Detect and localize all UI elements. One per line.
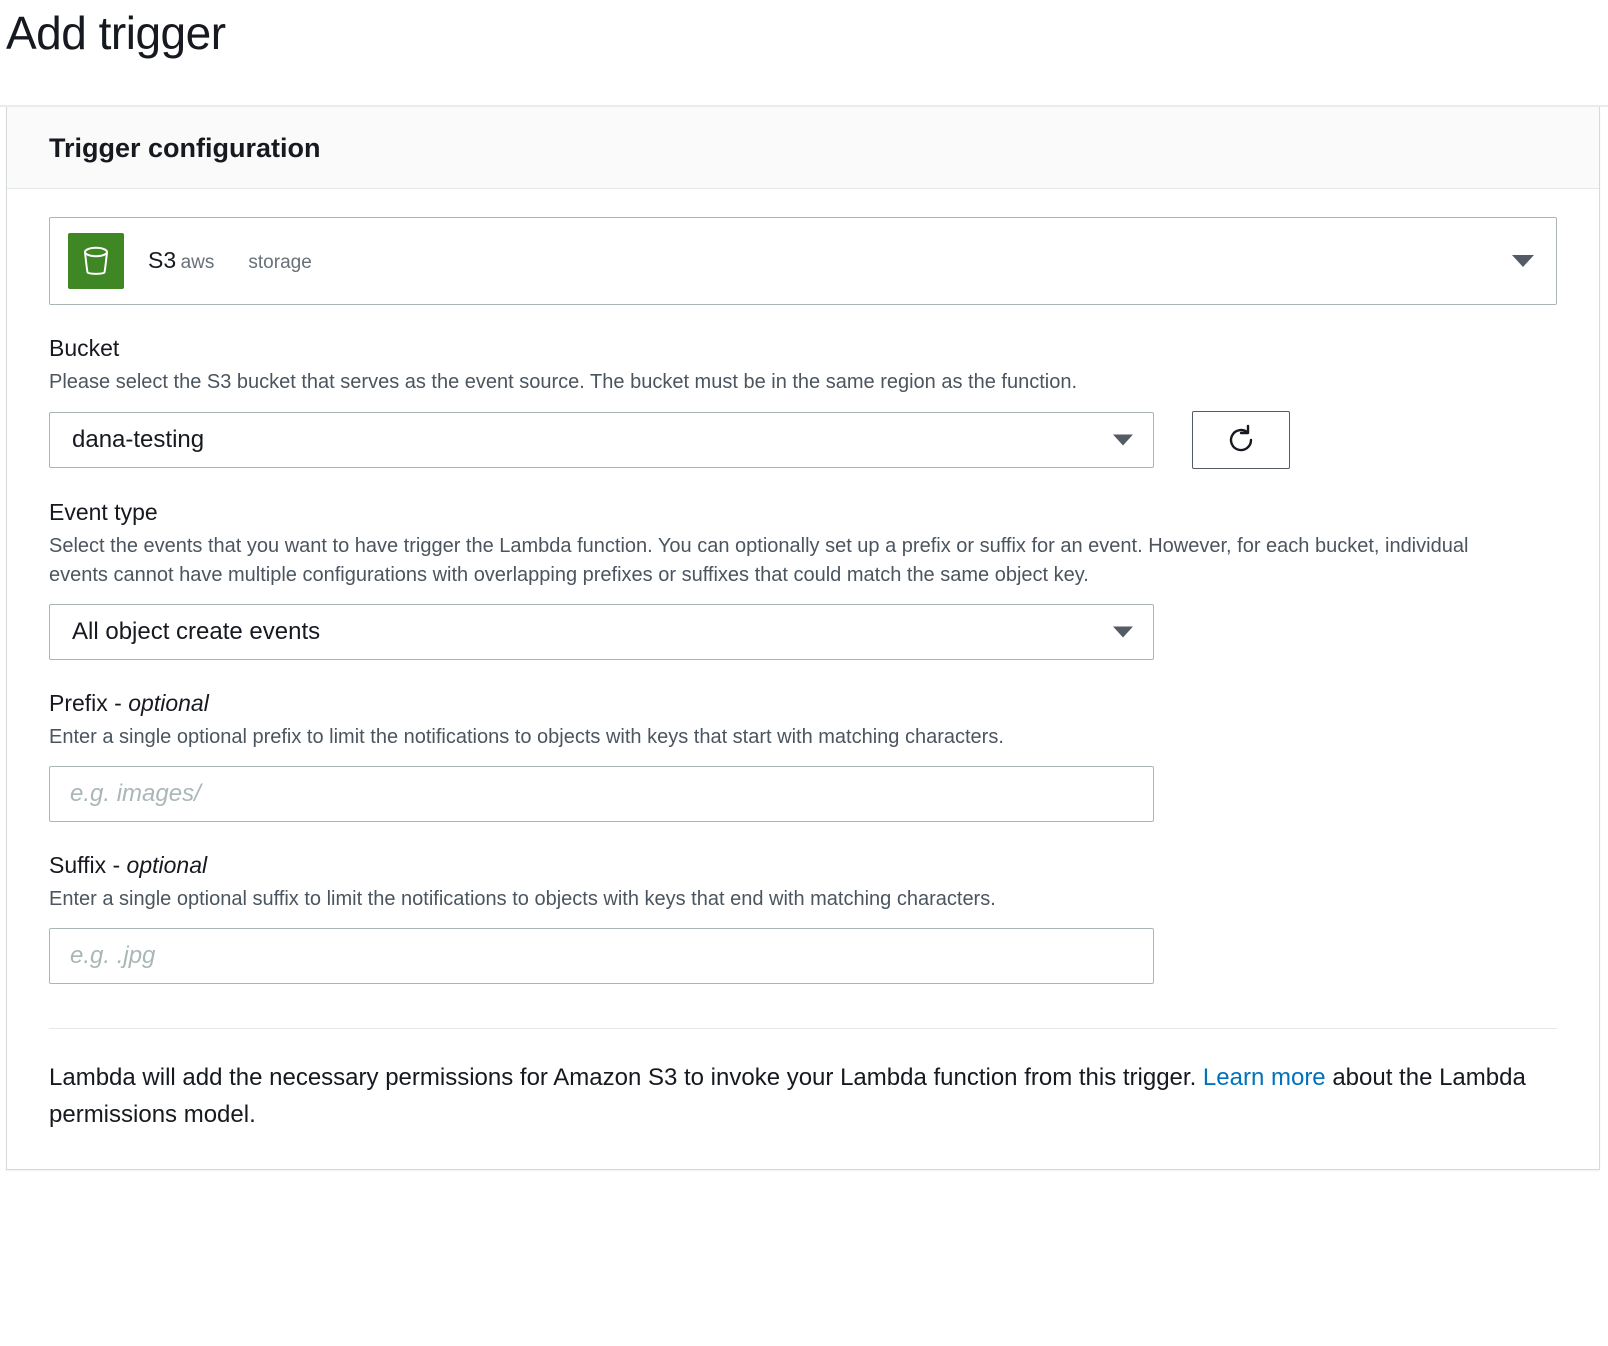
chevron-down-icon[interactable]: [1113, 434, 1133, 445]
suffix-description: Enter a single optional suffix to limit the notifications to objects with keys that end with matching characters.: [49, 887, 996, 910]
prefix-field: [49, 690, 1557, 822]
suffix-label-optional: optional: [126, 851, 208, 878]
page-title: Add trigger: [6, 7, 226, 59]
trigger-service-select[interactable]: [49, 217, 1557, 305]
prefix-label-optional: optional: [128, 689, 209, 716]
event-type-label: Event type: [49, 498, 158, 525]
prefix-input[interactable]: [49, 766, 1154, 822]
service-meta: [181, 252, 312, 273]
bucket-select[interactable]: [49, 412, 1154, 468]
permissions-note-before: Lambda will add the necessary permissions for Amazon S3 to invoke your Lambda function from this trigger.: [49, 1063, 1203, 1091]
suffix-input[interactable]: [49, 928, 1154, 984]
prefix-description: Enter a single optional prefix to limit the notifications to objects with keys that start with matching characters.: [49, 725, 1004, 748]
prefix-label-text: Prefix -: [49, 689, 129, 716]
bucket-selected-value: dana-testing: [72, 425, 205, 453]
event-type-select[interactable]: [49, 604, 1154, 660]
trigger-configuration-card: [6, 107, 1600, 1170]
event-type-description: Select the events that you want to have trigger the Lambda function. You can optionally set up a prefix or suffix for an event. However, for each bucket, individual events cannot have multiple configurations with overlapping prefixes or suffixes that could match the same object key.: [49, 534, 1469, 586]
event-type-selected-value: All object create events: [72, 617, 321, 645]
suffix-field: [49, 852, 1557, 984]
permissions-note-after: about the Lambda permissions model.: [49, 1063, 1526, 1128]
service-text: [148, 247, 312, 275]
chevron-down-icon[interactable]: [1113, 626, 1133, 637]
service-category: storage: [248, 251, 312, 273]
event-type-field: [49, 499, 1557, 660]
card-title: Trigger configuration: [49, 132, 321, 163]
permissions-note: [7, 1029, 1591, 1169]
bucket-label: Bucket: [49, 334, 120, 361]
learn-more-link[interactable]: Learn more: [1202, 1063, 1326, 1091]
suffix-label: [49, 852, 1557, 879]
chevron-down-icon[interactable]: [1512, 255, 1534, 267]
card-body: [7, 189, 1599, 994]
bucket-field: [49, 335, 1557, 469]
card-header: [7, 107, 1599, 189]
bucket-description: Please select the S3 bucket that serves as the event source. The bucket must be in the same region as the function.: [49, 370, 1077, 393]
service-vendor: aws: [180, 251, 215, 273]
prefix-label: [49, 690, 1557, 717]
s3-bucket-icon: [68, 233, 124, 289]
service-name: S3: [148, 246, 177, 273]
refresh-buckets-button[interactable]: [1192, 411, 1290, 469]
suffix-label-text: Suffix -: [49, 851, 127, 878]
bucket-row: [49, 411, 1557, 469]
